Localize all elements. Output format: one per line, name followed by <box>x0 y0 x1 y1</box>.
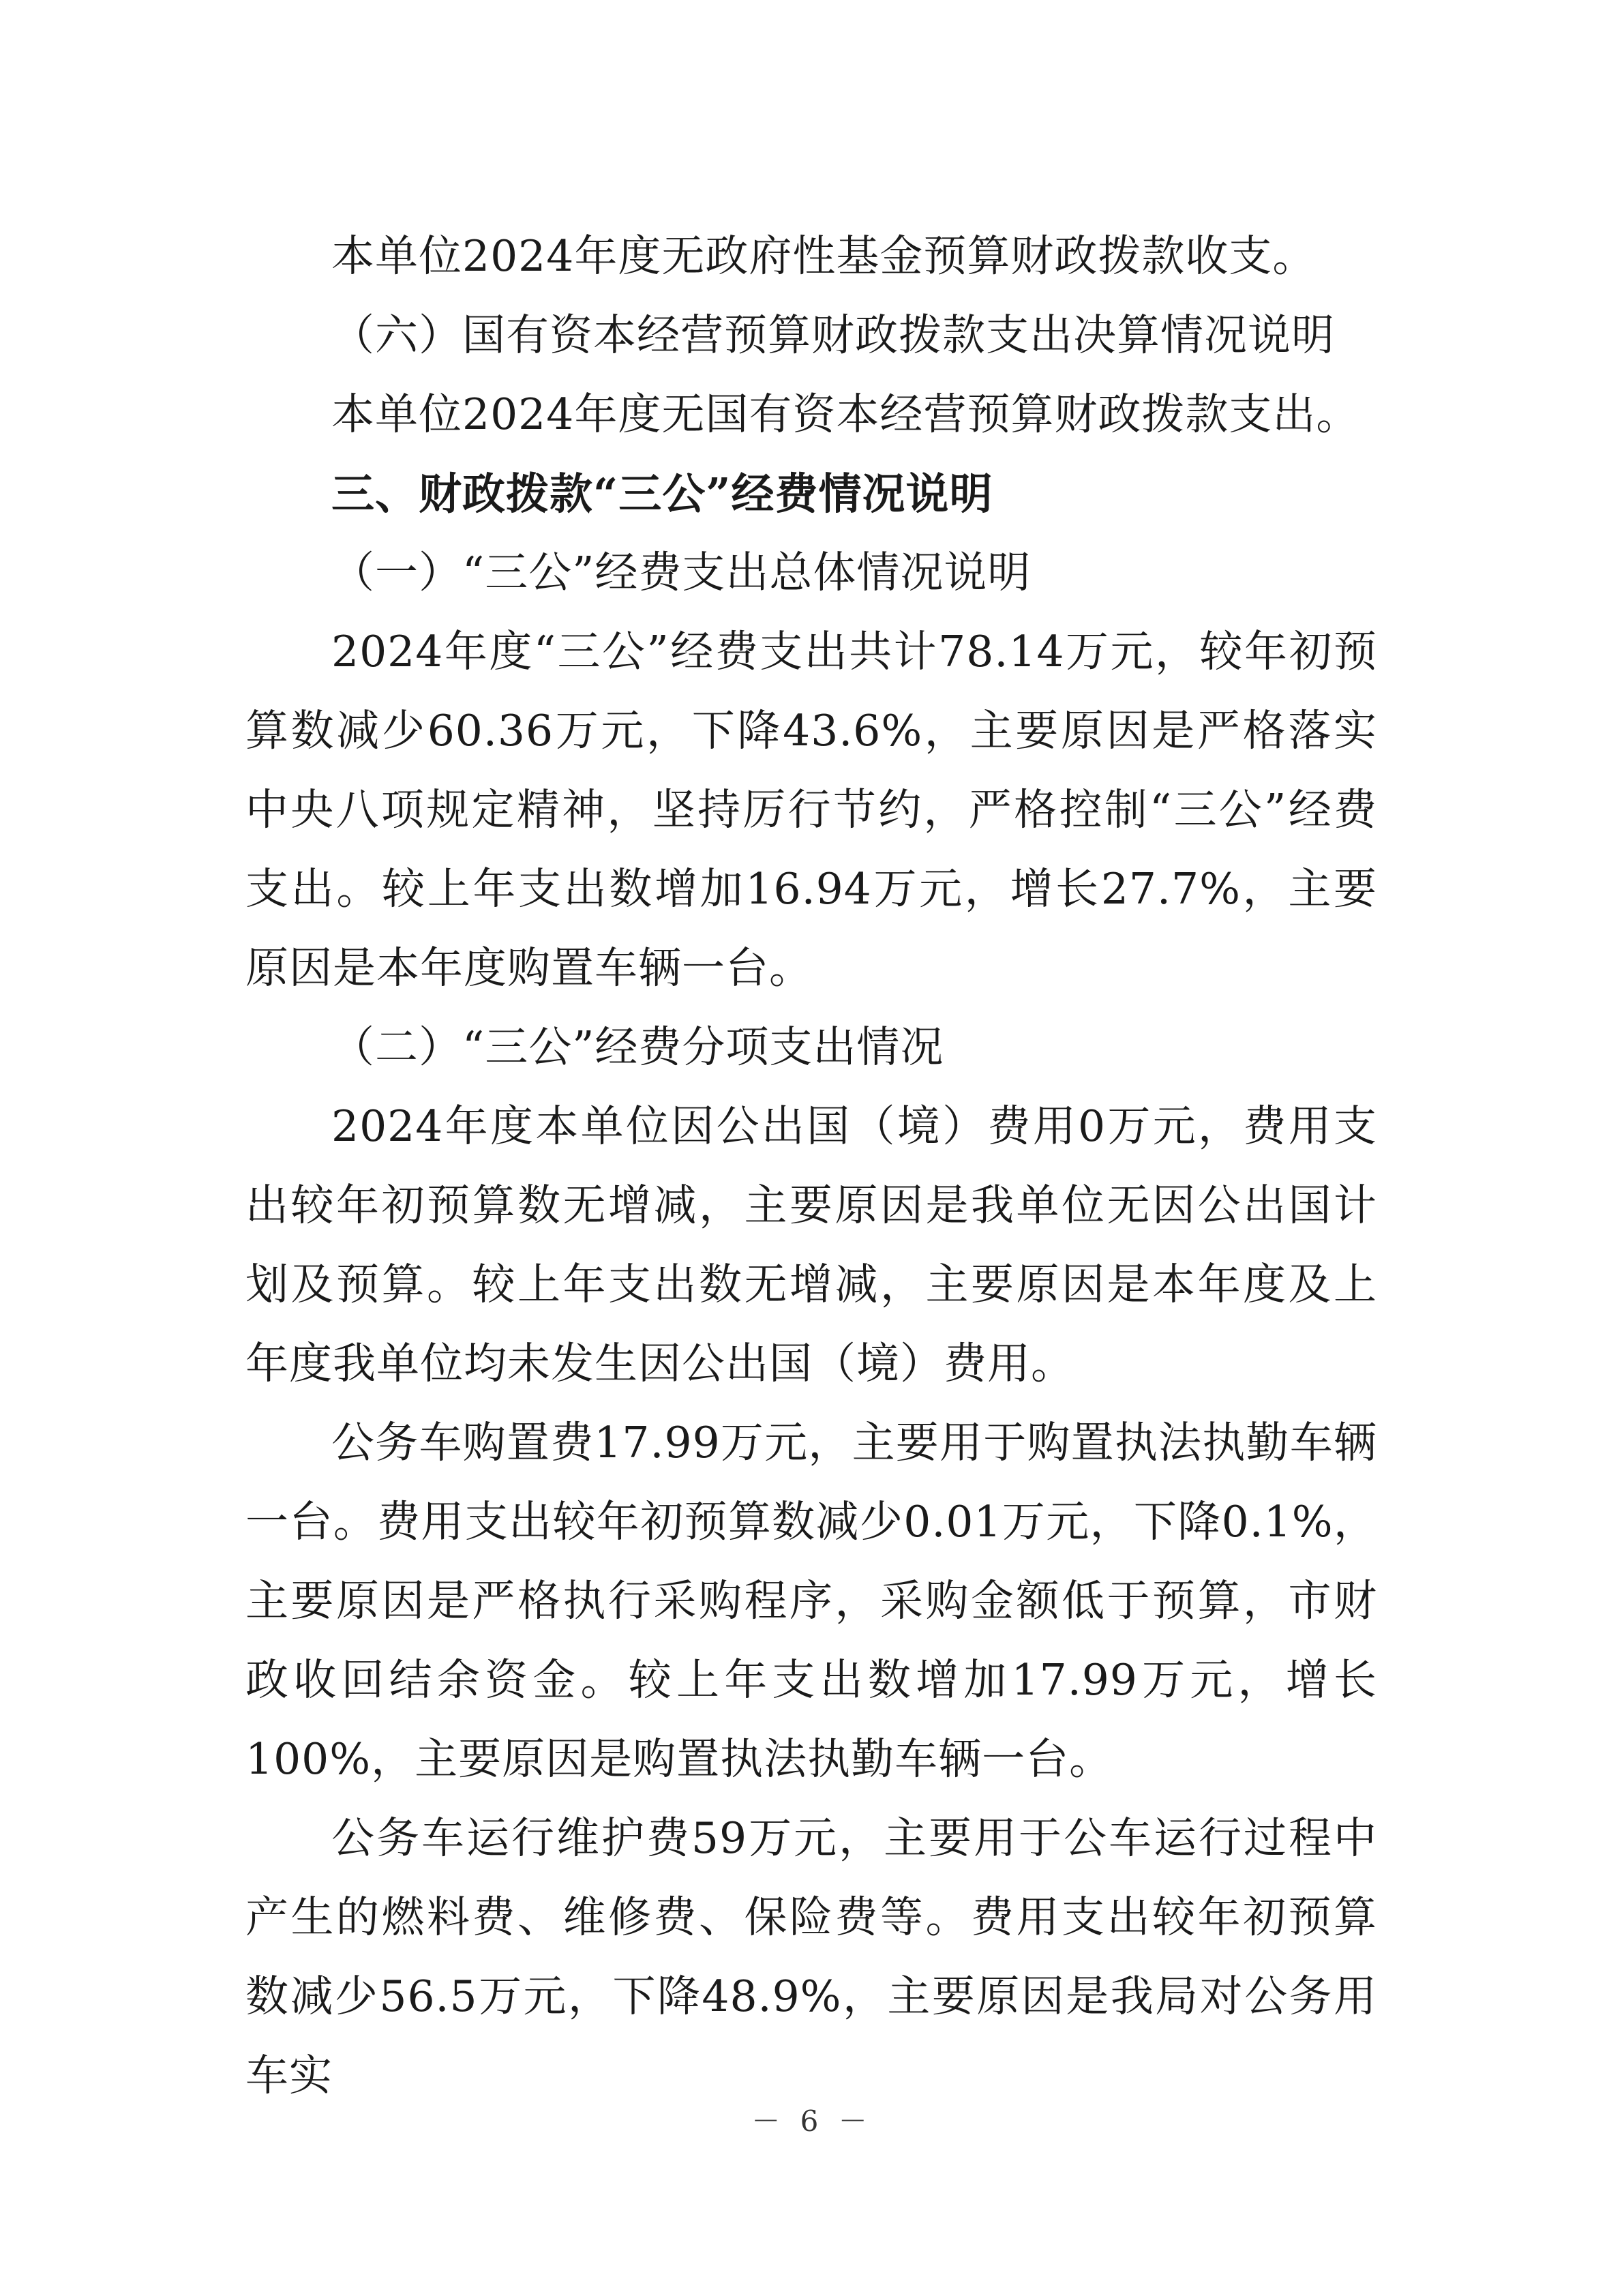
paragraph-vehicle-purchase: 公务车购置费17.99万元，主要用于购置执法执勤车辆一台。费用支出较年初预算数减少0.01万元，下降0.1%，主要原因是严格执行采购程序，采购金额低于预算，市财政收回结余资金。较上年支出数增加17.99万元，增长100%，主要原因是购置执法执勤车辆一台。 <box>245 1418 1377 1784</box>
heading-state-capital-budget: （六）国有资本经营预算财政拨款支出决算情况说明 <box>331 310 1335 360</box>
paragraph-overseas-travel: 2024年度本单位因公出国（境）费用0万元，费用支出较年初预算数无增减，主要原因是我单位无因公出国计划及预算。较上年支出数无增减，主要原因是本年度及上年度我单位均未发生因公出国（境）费用。 <box>245 1101 1377 1388</box>
heading-three-public-expenses: 三、财政拨款“三公”经费情况说明 <box>331 468 993 519</box>
heading-itemized-expenses: （二）“三公”经费分项支出情况 <box>331 1022 944 1072</box>
paragraph-no-fund-budget: 本单位2024年度无政府性基金预算财政拨款收支。 <box>331 231 1317 281</box>
document-body <box>245 217 1377 2115</box>
paragraph-overall-expenses: 2024年度“三公”经费支出共计78.14万元，较年初预算数减少60.36万元，下降43.6%，主要原因是严格落实中央八项规定精神，坚持厉行节约，严格控制“三公”经费支出。较上年支出数增加16.94万元，增长27.7%，主要原因是本年度购置车辆一台。 <box>245 627 1377 993</box>
paragraph-no-state-capital: 本单位2024年度无国有资本经营预算财政拨款支出。 <box>331 389 1360 439</box>
page-number: － 6 － <box>751 2104 873 2138</box>
heading-overall-expenses: （一）“三公”经费支出总体情况说明 <box>331 548 1032 597</box>
paragraph-vehicle-maintenance: 公务车运行维护费59万元，主要用于公车运行过程中产生的燃料费、维修费、保险费等。费用支出较年初预算数减少56.5万元，下降48.9%，主要原因是我局对公务用车实 <box>245 1813 1377 2100</box>
